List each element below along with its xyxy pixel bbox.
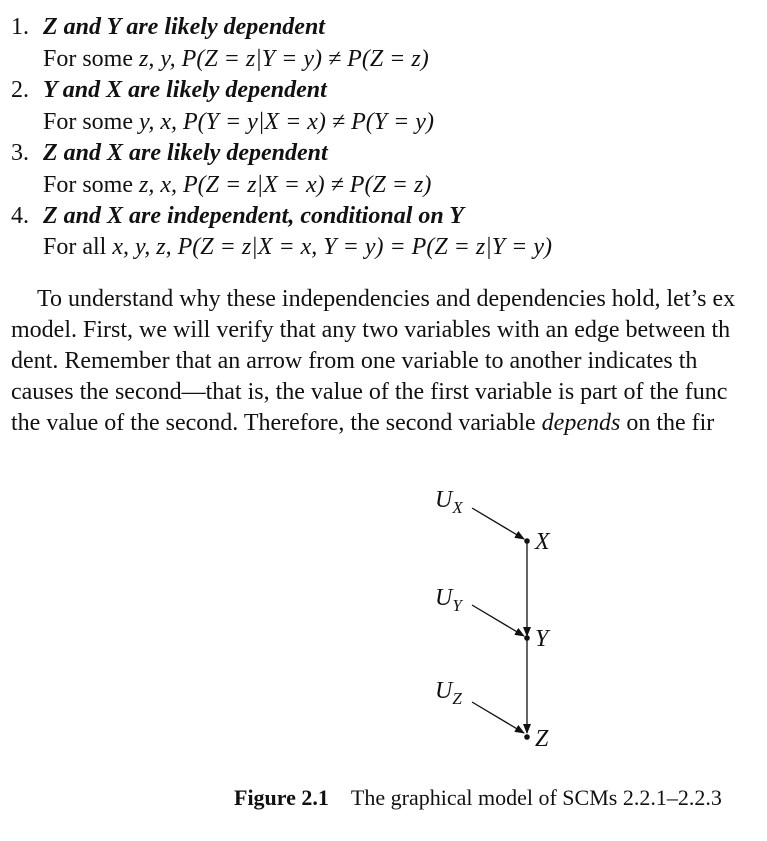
list-item-math: z, x, P(Z = z|X = x) ≠ P(Z = z) <box>139 172 432 198</box>
paragraph-text: on the fir <box>620 410 715 436</box>
node-x-dot <box>524 538 530 544</box>
paragraph-line: model. First, we will verify that any two variables with an edge between th <box>11 317 731 343</box>
list-item-title: Z and X are likely dependent <box>43 140 328 166</box>
node-uy-sub: Y <box>452 596 462 615</box>
list-item-body <box>43 107 434 137</box>
edge-uz-to-z <box>472 702 524 733</box>
node-y-label: Y <box>535 626 549 652</box>
paragraph-text: the value of the second. Therefore, the second variable <box>11 410 542 436</box>
list-item-body <box>43 232 552 262</box>
node-x-label: X <box>535 529 550 555</box>
list-item-number: 4. <box>11 203 29 229</box>
paragraph-line: To understand why these independencies and dependencies hold, let’s ex <box>37 286 736 312</box>
node-uz-label <box>435 678 462 708</box>
node-z-label: Z <box>535 726 549 752</box>
node-ux-main: U <box>435 487 453 513</box>
paragraph-line: dent. Remember that an arrow from one variable to another indicates th <box>11 348 698 374</box>
node-uz-main: U <box>435 678 453 704</box>
list-item-number: 3. <box>11 140 29 166</box>
edge-uy-to-y <box>472 605 524 636</box>
caption-label: Figure 2.1 <box>234 785 329 810</box>
caption-text: The graphical model of SCMs 2.2.1–2.2.3 <box>350 785 722 810</box>
list-item-lead: For some <box>43 109 139 135</box>
figure-caption <box>234 784 722 812</box>
node-uy-main: U <box>435 585 453 611</box>
list-item-math: y, x, P(Y = y|X = x) ≠ P(Y = y) <box>139 109 434 135</box>
node-y-dot <box>524 635 530 641</box>
list-item-title: Y and X are likely dependent <box>43 77 327 103</box>
list-item-title: Z and X are independent, conditional on Y <box>43 203 464 229</box>
edge-ux-to-x <box>472 508 524 539</box>
list-item-number: 1. <box>11 14 29 40</box>
paragraph-line: causes the second—that is, the value of the first variable is part of the func <box>11 379 728 405</box>
body-paragraph <box>11 284 767 439</box>
paragraph-emphasis: depends <box>541 410 621 436</box>
graph-diagram <box>0 470 767 770</box>
node-ux-sub: X <box>452 498 463 517</box>
node-uy-label <box>435 585 463 615</box>
list-item-body <box>43 170 431 200</box>
node-ux-label <box>435 487 463 517</box>
paragraph-line <box>11 408 767 439</box>
figure-graphical-model <box>0 470 767 770</box>
node-z-dot <box>524 734 530 740</box>
list-item-title: Z and Y are likely dependent <box>43 14 325 40</box>
node-uz-sub: Z <box>452 689 462 708</box>
list-item-lead: For some <box>43 172 139 198</box>
list-item-lead: For all <box>43 234 113 260</box>
list-item-lead: For some <box>43 46 139 72</box>
list-item-body <box>43 44 429 74</box>
list-item-math: z, y, P(Z = z|Y = y) ≠ P(Z = z) <box>139 46 429 72</box>
list-item-number: 2. <box>11 77 29 103</box>
list-item-math: x, y, z, P(Z = z|X = x, Y = y) = P(Z = z|Y = y) <box>112 234 552 260</box>
